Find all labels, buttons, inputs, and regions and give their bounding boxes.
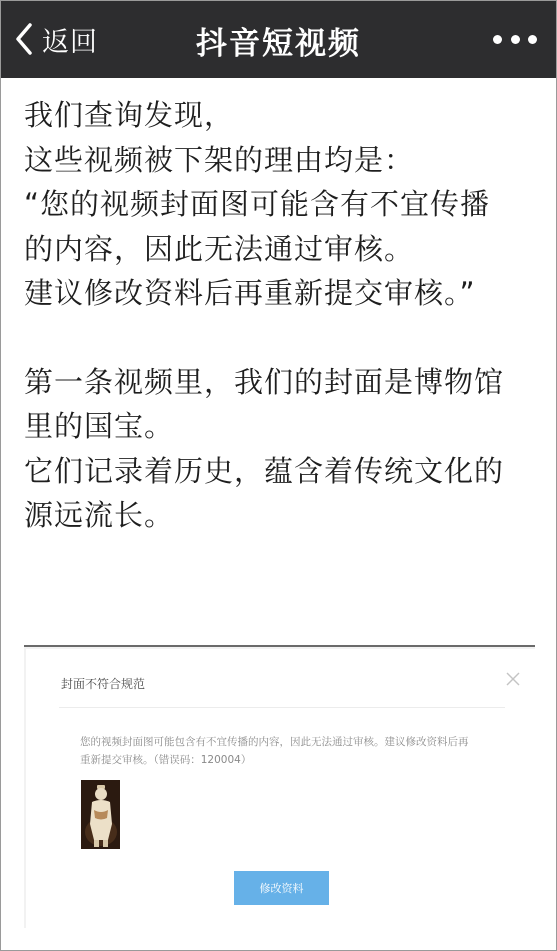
article-line: 里的国宝。 — [24, 409, 175, 443]
dialog-message-line: 您的视频封面图可能包含有不宜传播的内容，因此无法通过审核。建议修改资料后再 — [80, 736, 469, 748]
article-line: 的内容，因此无法通过审核。 — [24, 231, 415, 266]
dialog-message-line: 重新提交审核。（错误码：120004） — [80, 754, 252, 766]
more-dot-icon — [493, 35, 502, 44]
more-dot-icon — [528, 35, 537, 44]
top-navigation-bar — [0, 0, 557, 78]
review-dialog — [26, 649, 535, 928]
article-line: 建议修改资料后再重新提交审核。” — [24, 276, 476, 310]
back-label: 返回 — [42, 26, 98, 58]
article-line: 第一条视频里，我们的封面是博物馆 — [24, 364, 505, 399]
dialog-divider — [59, 707, 505, 708]
article-line: 源远流长。 — [24, 498, 175, 532]
close-icon[interactable] — [505, 671, 521, 687]
page-title: 抖音短视频 — [196, 26, 361, 62]
article-line: “您的视频封面图可能含有不宜传播 — [24, 187, 491, 221]
article-body — [24, 93, 544, 538]
article-line: 它们记录着历史，蕴含着传统文化的 — [24, 453, 505, 488]
edit-info-button[interactable]: 修改资料 — [234, 871, 329, 905]
more-options-button[interactable] — [493, 26, 537, 52]
divider — [24, 645, 535, 647]
embedded-screenshot — [24, 645, 535, 928]
video-cover-thumbnail — [81, 780, 120, 849]
paragraph-gap — [24, 316, 544, 360]
article-line: 这些视频被下架的理由均是： — [24, 142, 415, 177]
dialog-title: 封面不符合规范 — [61, 677, 146, 691]
more-dot-icon — [511, 35, 520, 44]
dialog-message — [80, 733, 500, 769]
article-line: 我们查询发现， — [24, 98, 235, 132]
